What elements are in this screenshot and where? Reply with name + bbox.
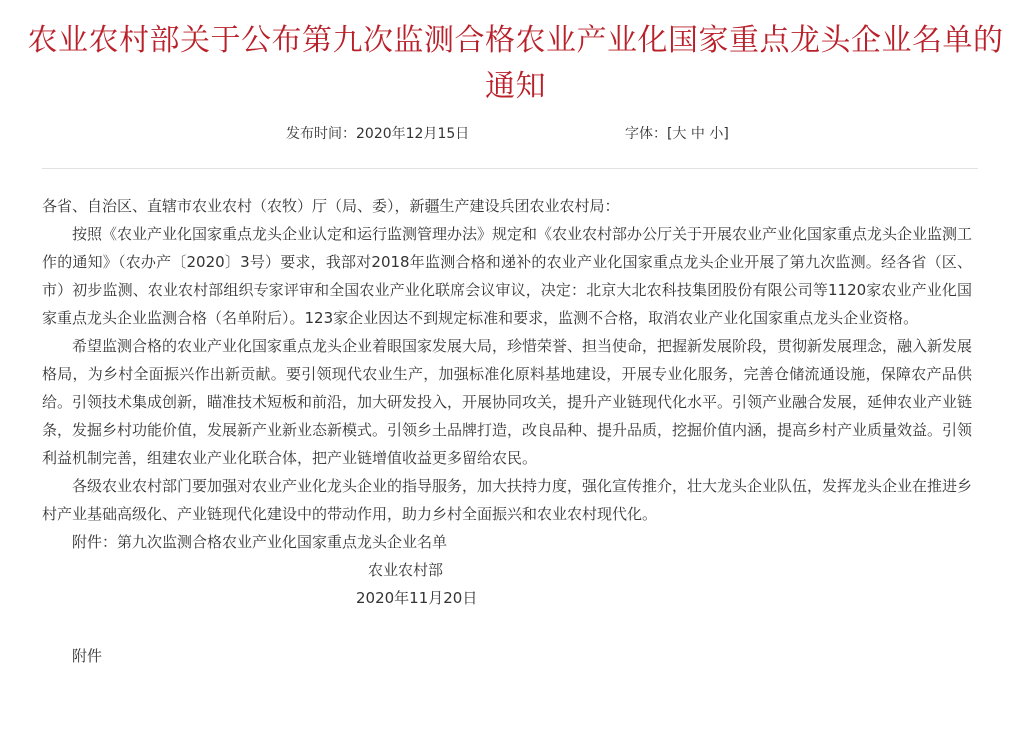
paragraph-3: 各级农业农村部门要加强对农业产业化龙头企业的指导服务，加大扶持力度，强化宣传推介，壮大龙头企业队伍，发挥龙头企业在推进乡村产业基础高级化、产业链现代化建设中的带动作用，助力乡村全面振兴和农业农村现代化。 (42, 477, 973, 523)
signature: 农业农村部 (368, 561, 444, 579)
font-size-selector (625, 122, 729, 146)
paragraph-2: 希望监测合格的农业产业化国家重点龙头企业着眼国家发展大局，珍惜荣誉、担当使命，把握新发展阶段，贯彻新发展理念，融入新发展格局，为乡村全面振兴作出新贡献。要引领现代农业生产，加强标准化原料基地建设，开展专业化服务，完善仓储流通设施，保障农产品供给。引领技术集成创新，瞄准技术短板和前沿，加大研发投入，开展协同攻关，提升产业链现代化水平。引领产业融合发展，延伸农业产业链条，发掘乡村功能价值，发展新产业新业态新模式。引领乡土品牌打造，改良品种、提升品质，挖掘价值内涵，提高乡村产业质量效益。引领利益机制完善，组建农业产业化联合体，把产业链增值收益更多留给农民。 (42, 337, 973, 467)
publish-date: 发布时间：2020年12月15日 (286, 126, 470, 142)
header-divider (42, 168, 978, 169)
article-body (42, 192, 972, 670)
font-size-large-link[interactable]: 大 (672, 126, 687, 142)
attachment-link[interactable]: 附件：第九次监测合格农业产业化国家重点龙头企业名单 (72, 533, 448, 551)
font-size-small-link[interactable]: 小 (709, 126, 724, 142)
page-title: 农业农村部关于公布第九次监测合格农业产业化国家重点龙头企业名单的通知 (27, 23, 1004, 104)
font-size-label: 字体：[ (625, 126, 673, 142)
article-meta (0, 122, 1031, 146)
signature-date: 2020年11月20日 (356, 589, 478, 607)
salutation: 各省、自治区、直辖市农业农村（农牧）厅（局、委），新疆生产建设兵团农业农村局： (42, 197, 620, 215)
attachment-heading: 附件 (72, 647, 103, 665)
spacer (42, 612, 972, 640)
font-size-medium-link[interactable]: 中 (690, 126, 705, 142)
font-size-close-bracket: ] (723, 126, 729, 142)
paragraph-1: 按照《农业产业化国家重点龙头企业认定和运行监测管理办法》规定和《农业农村部办公厅关于开展农业产业化国家重点龙头企业监测工作的通知》（农办产〔2020〕3号）要求，我部对2018年监测合格和递补的农业产业化国家重点龙头企业开展了第九次监测。经各省（区、市）初步监测、农业农村部组织专家评审和全国农业产业化联席会议审议，决定：北京大北农科技集团股份有限公司等1120家农业产业化国家重点龙头企业监测合格（名单附后）。123家企业因达不到规定标准和要求，监测不合格，取消农业产业化国家重点龙头企业资格。 (42, 225, 973, 327)
